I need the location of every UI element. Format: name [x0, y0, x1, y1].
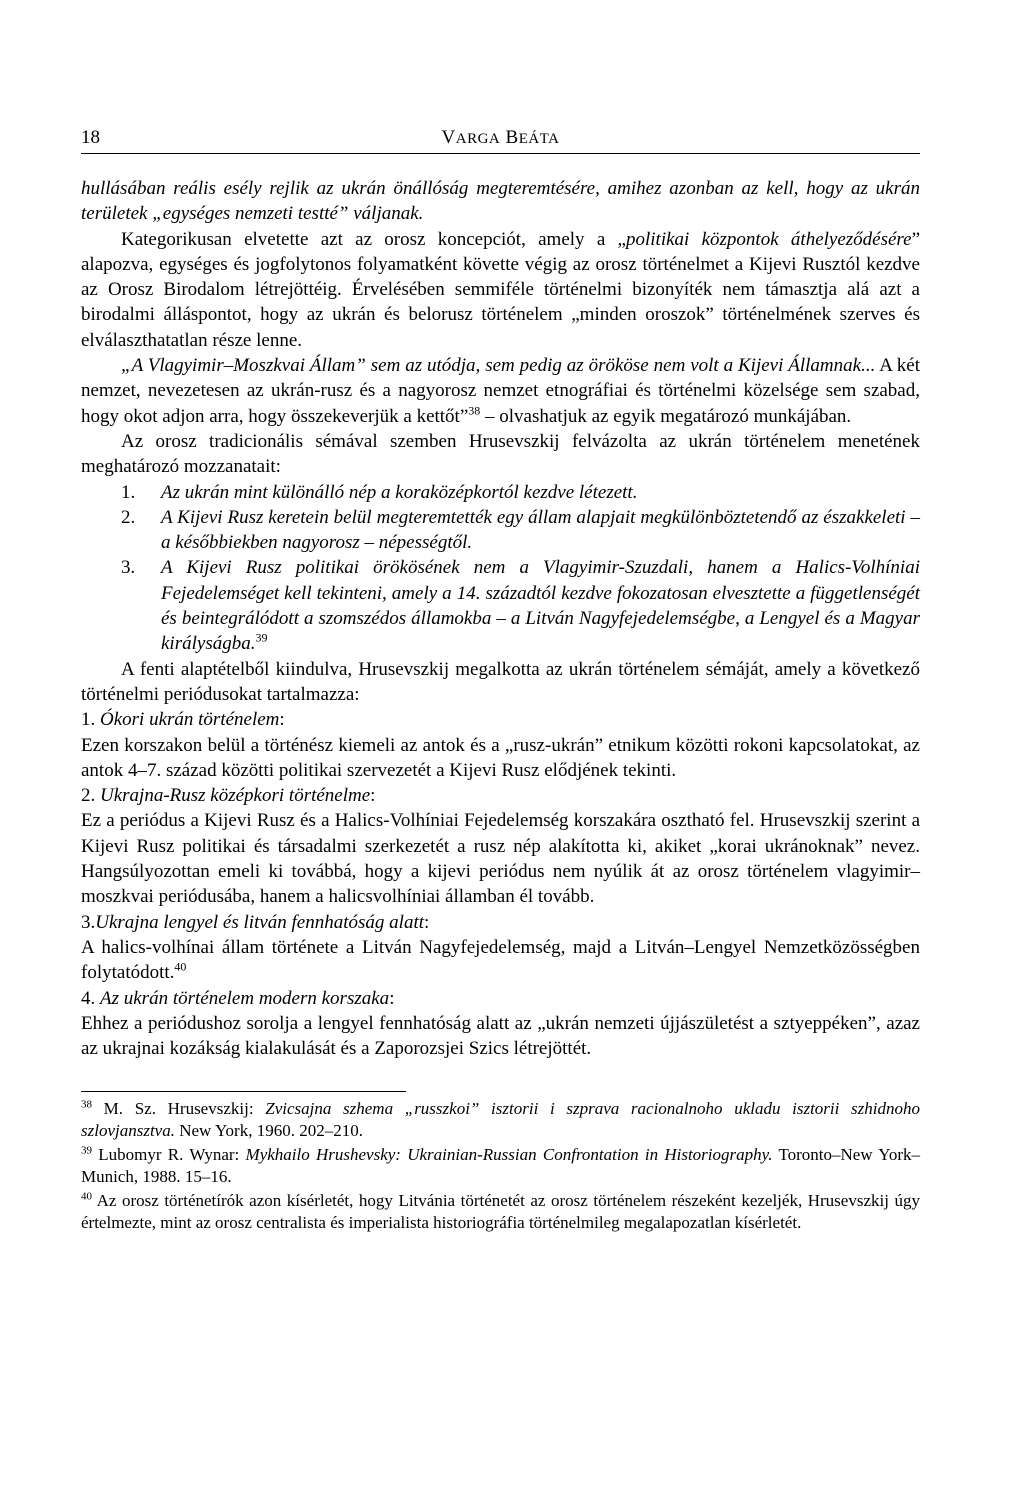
document-page	[81, 125, 920, 1236]
footnote-40: $^{40}$ Az orosz történetírók azon kísérletét, hogy Litvánia történetét az orosz történelem részeként kezeljék, Hrusevszkij úgy értelmezte, mint az orosz centralista és imperialista historiográfia történelmileg megalapozatlan kísérletét.	[81, 1190, 920, 1233]
author-last-rest: EÁTA	[518, 131, 560, 147]
section-text-3: A halics-volhínai állam története a Litván Nagyfejedelemség, majd a Litván–Lengyel Nemzetközösségben folytatódott.$^{40}$	[81, 936, 920, 984]
section-heading-1: 1. Ókori ukrán történelem:	[81, 709, 285, 731]
paragraph-koncepcio: Kategorikusan elvetette azt az orosz koncepciót, amely a „politikai központok áthelyeződésére” alapozva, egységes és jogfolytonos folyamatként követte végig az orosz történelmet a Kijevi Rusztól kezdve az Orosz Birodalom létrejöttéig. Érvelésében semmiféle történelmi bizonyíték nem támasztja alá azt a birodalmi álláspontot, hogy az ukrán és belorusz történelem „minden oroszok” történelmének szerves és elválaszthatatlan része lenne.	[81, 228, 920, 351]
paragraph-quote: „A Vlagyimir–Moszkvai Állam” sem az utódja, sem pedig az örököse nem volt a Kijevi Államnak... A két nemzet, nevezetesen az ukrán-rusz és a nagyorosz nemzet etnográfiai és történelmi közelsége sem szabad, hogy okot adjon arra, hogy összekeverjük a kettőt”$^{38}$ – olvashatjuk az egyik megatározó munkájában.	[81, 355, 920, 427]
paragraph-continuation: hullásában reális esély rejlik az ukrán önállóság megteremtésére, amihez azonban az kell, hogy az ukrán területek „egységes nemzeti testté” váljanak.	[81, 178, 920, 225]
list-item: 1. Az ukrán mint különálló nép a koraközépkortól kezdve létezett.	[121, 481, 638, 503]
list-item: 3. A Kijevi Rusz politikai örökösének nem a Vlagyimir-Szuzdali, hanem a Halics-Volhíniai Fejedelemséget kell tekinteni, amely a 14. századtól kezdve fokozatosan elvesztette a függetlenségét és beintegrálódott a szomszédos államokba – a Litván Nagyfejedelemségbe, a Lengyel és a Magyar királyságba.$^{39}$	[121, 557, 920, 655]
footnote-ref-39[interactable]: 39	[255, 631, 268, 646]
section-text-2: Ez a periódus a Kijevi Rusz és a Halics-Volhíniai Fejedelemség korszakára osztható fel. Hrusevszkij szerint a Kijevi Rusz politikai és társadalmi szerkezetét a rusz nép alakította ki, akiket „korai ukránoknak” nevez. Hangsúlyozottan emeli ki továbbá, hogy a kijevi periódus nem nyúlik át az orosz történelem vlagyimir–moszkvai periódusába, hanem a halicsvolhíniai államban él tovább.	[81, 810, 920, 908]
page-number: 18	[81, 127, 100, 148]
footnotes	[81, 1098, 920, 1234]
author-first-cap: V	[441, 127, 456, 148]
footnote-38: $^{38}$ M. Sz. Hrusevszkij: Zvicsajna szhema „russzkoi” isztorii i szprava racionalnoho ukladu isztorii szhidnoho szlovjansztva. New York, 1960. 202–210.	[81, 1098, 920, 1141]
author-last-cap: B	[505, 127, 519, 148]
section-heading-4: 4. Az ukrán történelem modern korszaka:	[81, 987, 395, 1009]
paragraph-schema-intro: A fenti alaptételből kiindulva, Hrusevszkij megalkotta az ukrán történelem sémáját, amely a következő történelmi periódusokat tartalmazza:	[81, 658, 920, 705]
numbered-list	[81, 480, 920, 657]
section-text-4: Ehhez a periódushoz sorolja a lengyel fennhatóság alatt az „ukrán nemzeti újjászületést a sztyeppéken”, azaz az ukrajnai kozákság kialakulását és a Zaporozsjei Szics létrejöttét.	[81, 1012, 920, 1060]
running-title	[81, 125, 920, 152]
footnote-39: $^{39}$ Lubomyr R. Wynar: Mykhailo Hrushevsky: Ukrainian-Russian Confrontation in Historiography. Toronto–New York–Munich, 1988. 15–16.	[81, 1144, 920, 1187]
section-text-1: Ezen korszakon belül a történész kiemeli az antok és a „rusz-ukrán” etnikum közötti rokoni kapcsolatokat, az antok 4–7. század közötti politikai szervezetét a Kijevi Rusz elődjének tekinti.	[81, 734, 920, 781]
footnote-divider	[81, 1091, 406, 1092]
list-item: 2. A Kijevi Rusz keretein belül megteremtették egy állam alapjait megkülönböztetendő az északkeleti – a későbbiekben nagyorosz – népességtől.	[121, 506, 920, 554]
author-first-rest: ARGA	[455, 131, 501, 147]
running-header	[81, 125, 920, 154]
footnote-ref-40[interactable]: 40	[174, 959, 187, 974]
footnote-ref-38[interactable]: 38	[468, 403, 481, 418]
section-heading-3: 3.Ukrajna lengyel és litván fennhatóság alatt:	[81, 911, 430, 933]
section-heading-2: 2. Ukrajna-Rusz középkori történelme:	[81, 785, 376, 807]
paragraph-intro-list: Az orosz tradicionális sémával szemben Hrusevszkij felvázolta az ukrán történelem menetének meghatározó mozzanatait:	[81, 430, 920, 478]
